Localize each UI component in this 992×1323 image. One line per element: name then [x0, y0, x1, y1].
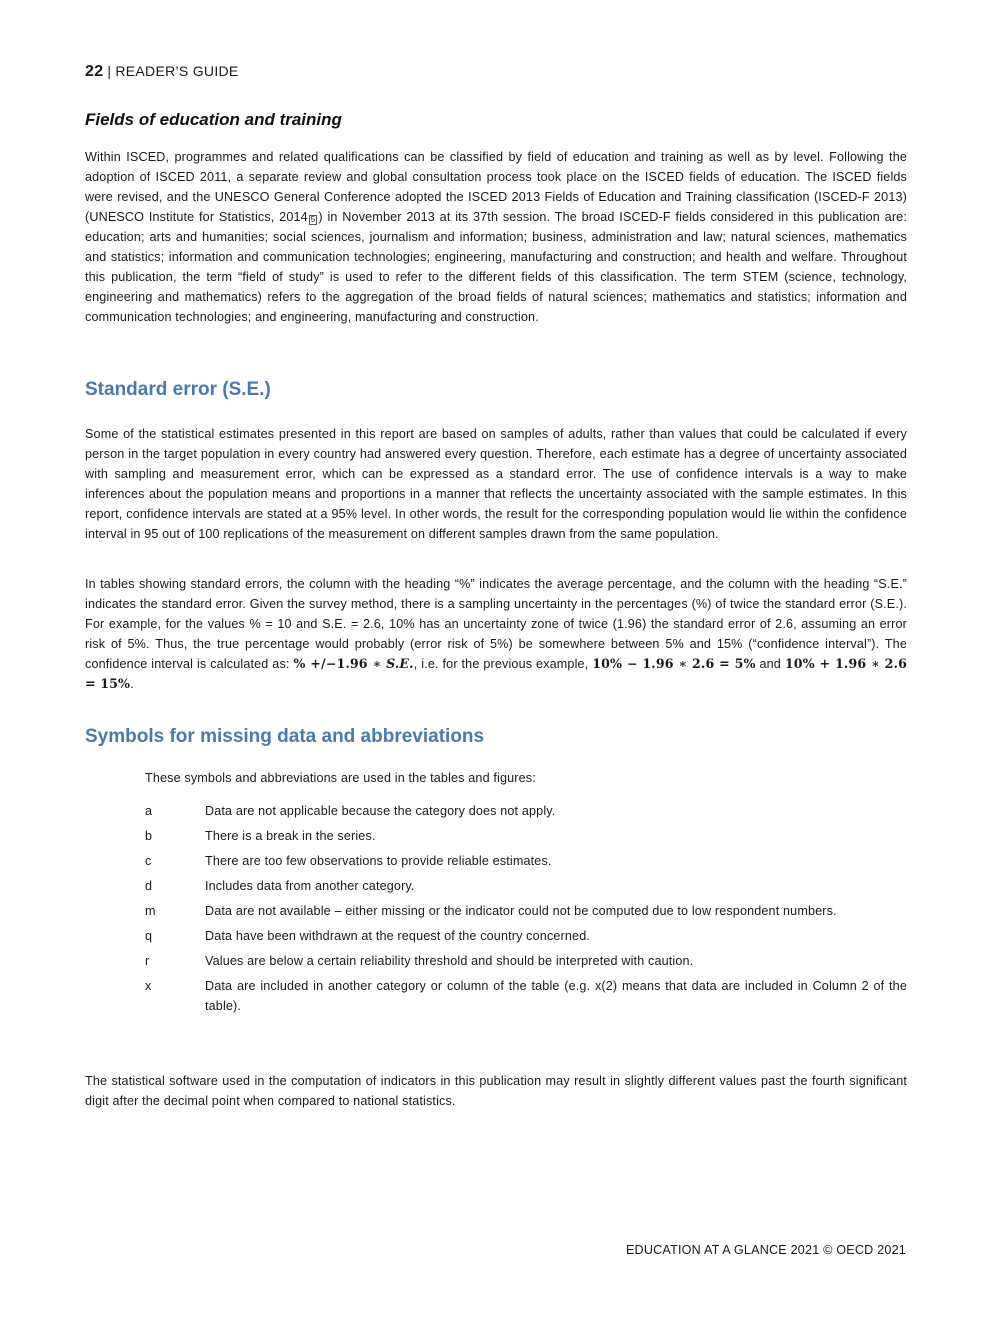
- symbols-list: [145, 801, 907, 1021]
- symbols-heading: Symbols for missing data and abbreviations: [85, 726, 485, 747]
- reference-link[interactable]: 5: [310, 215, 316, 224]
- se-text: In tables showing standard errors, the column with the heading “%” indicates the average percentage, and the column with the heading “S.E.” indicates the standard error. Given the survey method, there is a sampling uncertainty in the percentages (%) of twice the standard error (S.E.). For example, for the values % = 10 and S.E. = 2.6, 10% has an uncertainty zone of twice (1.96) the standard error of 2.6, assuming an error risk of 5%. Thus, the true percentage would probably (error risk of 5%) be somewhere between 5% and 15% (“confidence interval”). The confidence interval is calculated as:: [85, 577, 907, 671]
- formula-main: % +/−1.96 ∗: [293, 656, 387, 671]
- formula-high: 10% + 1.96 ∗ 2.6 = 15%: [85, 656, 907, 691]
- symbol-code: m: [145, 904, 156, 918]
- standard-error-paragraph-2: [85, 574, 907, 694]
- fields-heading: Fields of education and training: [85, 110, 342, 129]
- list-item: [145, 851, 907, 871]
- symbol-code: b: [145, 829, 153, 843]
- standard-error-paragraph-1: Some of the statistical estimates presented in this report are based on samples of adults, rather than values that could be calculated if every person in the target population in every country had answered every question. Therefore, each estimate has a degree of uncertainty associated with sampling and measurement error, which can be expressed as a standard error. The use of confidence intervals is a way to make inferences about the population means and proportions in a manner that reflects the uncertainty associated with the sample estimates. In this report, confidence intervals are stated at a 95% level. In other words, the result for the corresponding population would lie within the confidence interval in 95 out of 100 replications of the measurement on different samples drawn from the same population.: [85, 427, 907, 541]
- symbol-description: There is a break in the series.: [205, 829, 376, 843]
- symbol-description: Data are included in another category or column of the table (e.g. x(2) means that data are included in Column 2 of the table).: [205, 979, 907, 1013]
- list-item: [145, 976, 907, 1016]
- symbol-code: r: [145, 954, 150, 968]
- symbol-code: q: [145, 929, 153, 943]
- end-period: .: [130, 677, 134, 691]
- software-note: The statistical software used in the computation of indicators in this publication may result in slightly different values past the fourth significant digit after the decimal point when compared to national statistics.: [85, 1074, 907, 1108]
- fields-text-post: ) in November 2013 at its 37th session. The broad ISCED-F fields considered in this publication are: education; arts and humanities; social sciences, journalism and information; business, administration and law; natural sciences, mathematics and statistics; information and communication technologies; engineering, manufacturing and construction; and health and welfare. Throughout this publication, the term “field of study” is used to refer to the different fields of this classification. The term STEM (science, technology, engineering and mathematics) refers to the aggregation of the broad fields of natural sciences; mathematics and statistics; information and communication technologies; and engineering, manufacturing and construction.: [85, 210, 907, 324]
- symbol-code: x: [145, 979, 152, 993]
- formula-low: 10% − 1.96 ∗ 2.6 = 5%: [592, 656, 756, 671]
- symbol-code: c: [145, 854, 152, 868]
- symbol-description: Values are below a certain reliability threshold and should be interpreted with caution.: [205, 954, 694, 968]
- list-item: [145, 801, 907, 821]
- list-item: [145, 876, 907, 896]
- symbol-description: Data are not available – either missing or the indicator could not be computed due to low respondent numbers.: [205, 904, 837, 918]
- formula-comma: ,: [413, 657, 422, 671]
- list-item: [145, 951, 907, 971]
- formula-se: S.E.: [386, 656, 414, 671]
- example-intro: i.e. for the previous example,: [421, 657, 593, 671]
- page-header: [85, 63, 239, 81]
- page-footer: EDUCATION AT A GLANCE 2021 © OECD 2021: [625, 1243, 906, 1257]
- symbol-code: a: [145, 804, 153, 818]
- and-word: and: [755, 657, 785, 671]
- symbol-code: d: [145, 879, 153, 893]
- page-number: 22: [85, 63, 104, 80]
- symbol-description: There are too few observations to provide reliable estimates.: [205, 854, 552, 868]
- list-item: [145, 926, 907, 946]
- standard-error-heading: Standard error (S.E.): [85, 379, 271, 400]
- header-separator: |: [107, 63, 112, 79]
- list-item: [145, 826, 907, 846]
- section-title: READER’S GUIDE: [115, 63, 239, 79]
- fields-text-pre: Within ISCED, programmes and related qualifications can be classified by field of education and training as well as by level. Following the adoption of ISCED 2011, a separate review and global consultation process took place on the ISCED fields of education. The ISCED fields were revised, and the UNESCO General Conference adopted the ISCED 2013 Fields of Education and Training classification (ISCED-F 2013) (UNESCO Institute for Statistics, 2014: [85, 150, 907, 224]
- list-item: [145, 901, 907, 921]
- symbols-intro: These symbols and abbreviations are used in the tables and figures:: [145, 771, 536, 785]
- symbol-description: Data have been withdrawn at the request of the country concerned.: [205, 929, 590, 943]
- fields-paragraph: [85, 147, 907, 327]
- symbol-description: Includes data from another category.: [205, 879, 415, 893]
- symbol-description: Data are not applicable because the category does not apply.: [205, 804, 556, 818]
